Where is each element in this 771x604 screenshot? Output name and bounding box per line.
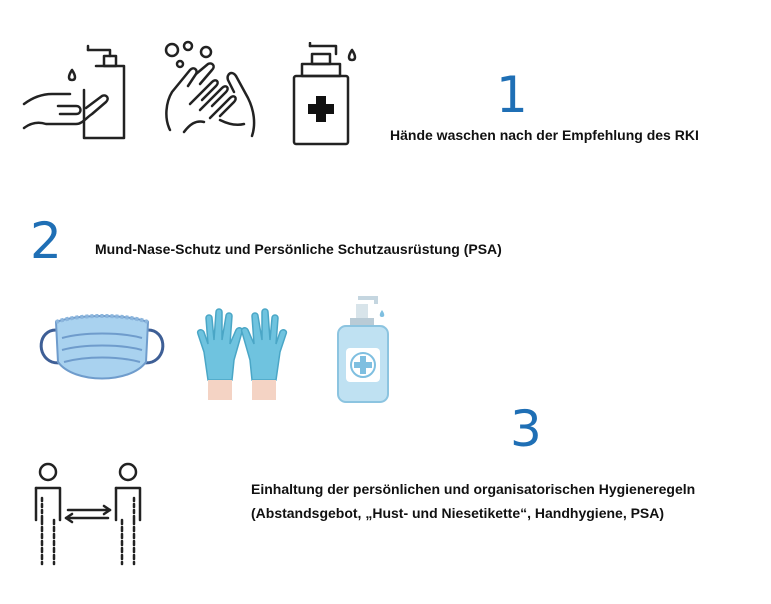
social-distancing-icon: [28, 462, 148, 566]
hand-sanitizer-icon: [336, 296, 392, 404]
hand-soap-dispenser-icon: [22, 42, 132, 142]
step-3-text-line-1: Einhaltung der persönlichen und organisatorischen Hygieneregeln: [251, 481, 696, 497]
step-3-text-line-2: (Abstandsgebot, „Hust- und Niesetikette“, Handhygiene, PSA): [251, 505, 665, 521]
hands-washing-icon: [160, 40, 260, 142]
step-2-number: 2: [30, 212, 62, 270]
disinfectant-bottle-icon: [288, 42, 362, 146]
gloves-icon: [194, 306, 290, 404]
step-2-text: Mund-Nase-Schutz und Persönliche Schutzausrüstung (PSA): [95, 241, 502, 257]
step-1-text: Hände waschen nach der Empfehlung des RKI: [390, 127, 699, 143]
face-mask-icon: [34, 308, 170, 388]
step-3-number: 3: [510, 400, 542, 458]
step-1-number: 1: [496, 66, 528, 124]
